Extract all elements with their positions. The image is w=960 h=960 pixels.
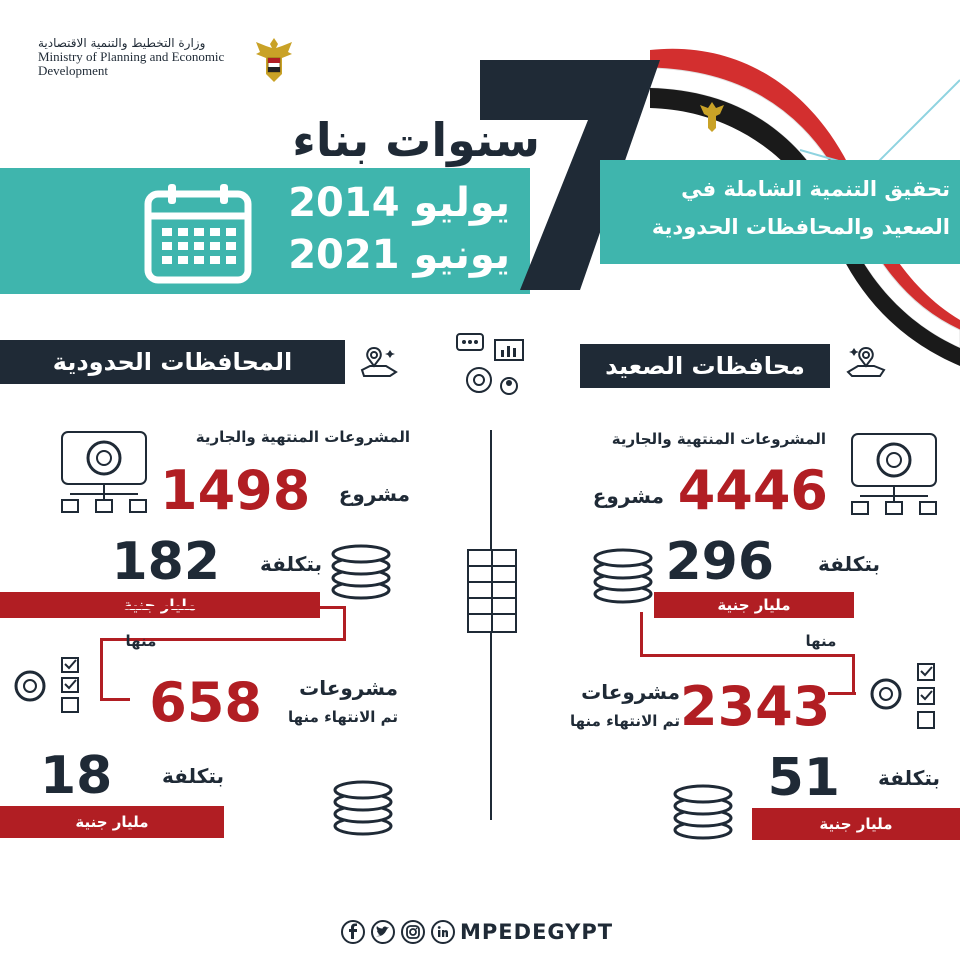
left-connector-end bbox=[100, 698, 130, 701]
right-completed-cost-unit-bar: مليار جنية bbox=[752, 808, 960, 840]
date-start: يوليو 2014 bbox=[288, 180, 510, 226]
section-title-upper-egypt: محافظات الصعيد bbox=[580, 344, 830, 388]
right-completed-label-line1: مشروعات bbox=[581, 680, 680, 704]
page-title: سنوات بناء bbox=[292, 113, 540, 167]
left-cost-unit-bar: مليار جنية bbox=[0, 592, 320, 618]
right-connector-mid bbox=[640, 654, 854, 657]
left-projects-unit: مشروع bbox=[338, 482, 410, 506]
coins-stack-icon bbox=[328, 540, 394, 602]
right-connector-end bbox=[828, 692, 856, 695]
ministry-name-ar: وزارة التخطيط والتنمية الاقتصادية bbox=[38, 36, 206, 50]
right-of-which: منها bbox=[805, 632, 837, 650]
checklist-gear-icon bbox=[866, 660, 940, 736]
right-connector-left bbox=[640, 612, 644, 656]
planning-gear-icon bbox=[455, 330, 527, 402]
subtitle-line2: الصعيد والمحافظات الحدودية bbox=[651, 215, 950, 239]
eagle-emblem-icon bbox=[252, 34, 296, 86]
coins-stack-icon bbox=[590, 544, 656, 606]
network-gear-icon bbox=[54, 428, 154, 520]
left-cost-prefix: بتكلفة bbox=[260, 552, 322, 576]
subtitle-line1: تحقيق التنمية الشاملة في bbox=[681, 177, 950, 201]
building-grid-icon bbox=[466, 548, 518, 634]
network-gear-icon bbox=[844, 430, 944, 522]
right-completed-cost-value: 51 bbox=[767, 748, 840, 808]
checklist-gear-icon bbox=[10, 654, 84, 716]
right-projects-label: المشروعات المنتهية والجارية bbox=[611, 430, 826, 448]
right-completed-label-line2: تم الانتهاء منها bbox=[569, 712, 680, 730]
left-projects-label: المشروعات المنتهية والجارية bbox=[195, 428, 410, 446]
left-completed-cost-unit-bar: مليار جنية bbox=[0, 806, 224, 838]
left-of-which: منها bbox=[125, 632, 157, 650]
facebook-icon[interactable] bbox=[340, 919, 366, 945]
right-cost-prefix: بتكلفة bbox=[818, 552, 880, 576]
social-handle[interactable]: MPEDEGYPT bbox=[460, 920, 614, 944]
ministry-name-en-line2: Development bbox=[38, 63, 109, 78]
right-projects-unit: مشروع bbox=[592, 484, 664, 508]
left-completed-count: 658 bbox=[149, 671, 262, 734]
twitter-icon[interactable] bbox=[370, 919, 396, 945]
ministry-logo-text bbox=[38, 36, 278, 78]
social-footer bbox=[340, 916, 630, 948]
right-cost-value: 296 bbox=[665, 532, 774, 592]
left-completed-cost-value: 18 bbox=[40, 746, 113, 806]
coins-stack-icon bbox=[330, 776, 396, 838]
subtitle bbox=[620, 170, 950, 246]
section-title-border: المحافظات الحدودية bbox=[0, 340, 345, 384]
linkedin-icon[interactable] bbox=[430, 919, 456, 945]
right-connector-right bbox=[852, 654, 856, 694]
decorative-line bbox=[800, 40, 960, 170]
left-completed-label-line2: تم الانتهاء منها bbox=[287, 708, 398, 726]
left-cost-value: 182 bbox=[111, 532, 220, 592]
calendar-icon bbox=[142, 180, 254, 284]
right-cost-unit-bar: مليار جنية bbox=[654, 592, 854, 618]
left-completed-label-line1: مشروعات bbox=[299, 676, 398, 700]
date-end: يونيو 2021 bbox=[288, 232, 510, 278]
left-projects-count: 1498 bbox=[160, 459, 311, 522]
ministry-name-en-line1: Ministry of Planning and Economic bbox=[38, 49, 225, 64]
instagram-icon[interactable] bbox=[400, 919, 426, 945]
left-completed-cost-prefix: بتكلفة bbox=[162, 764, 224, 788]
right-completed-count: 2343 bbox=[680, 675, 831, 738]
map-pin-icon bbox=[360, 344, 400, 378]
map-pin-icon bbox=[846, 344, 886, 378]
coins-stack-icon bbox=[670, 780, 736, 842]
right-completed-cost-prefix: بتكلفة bbox=[878, 766, 940, 790]
right-projects-count: 4446 bbox=[677, 459, 828, 522]
